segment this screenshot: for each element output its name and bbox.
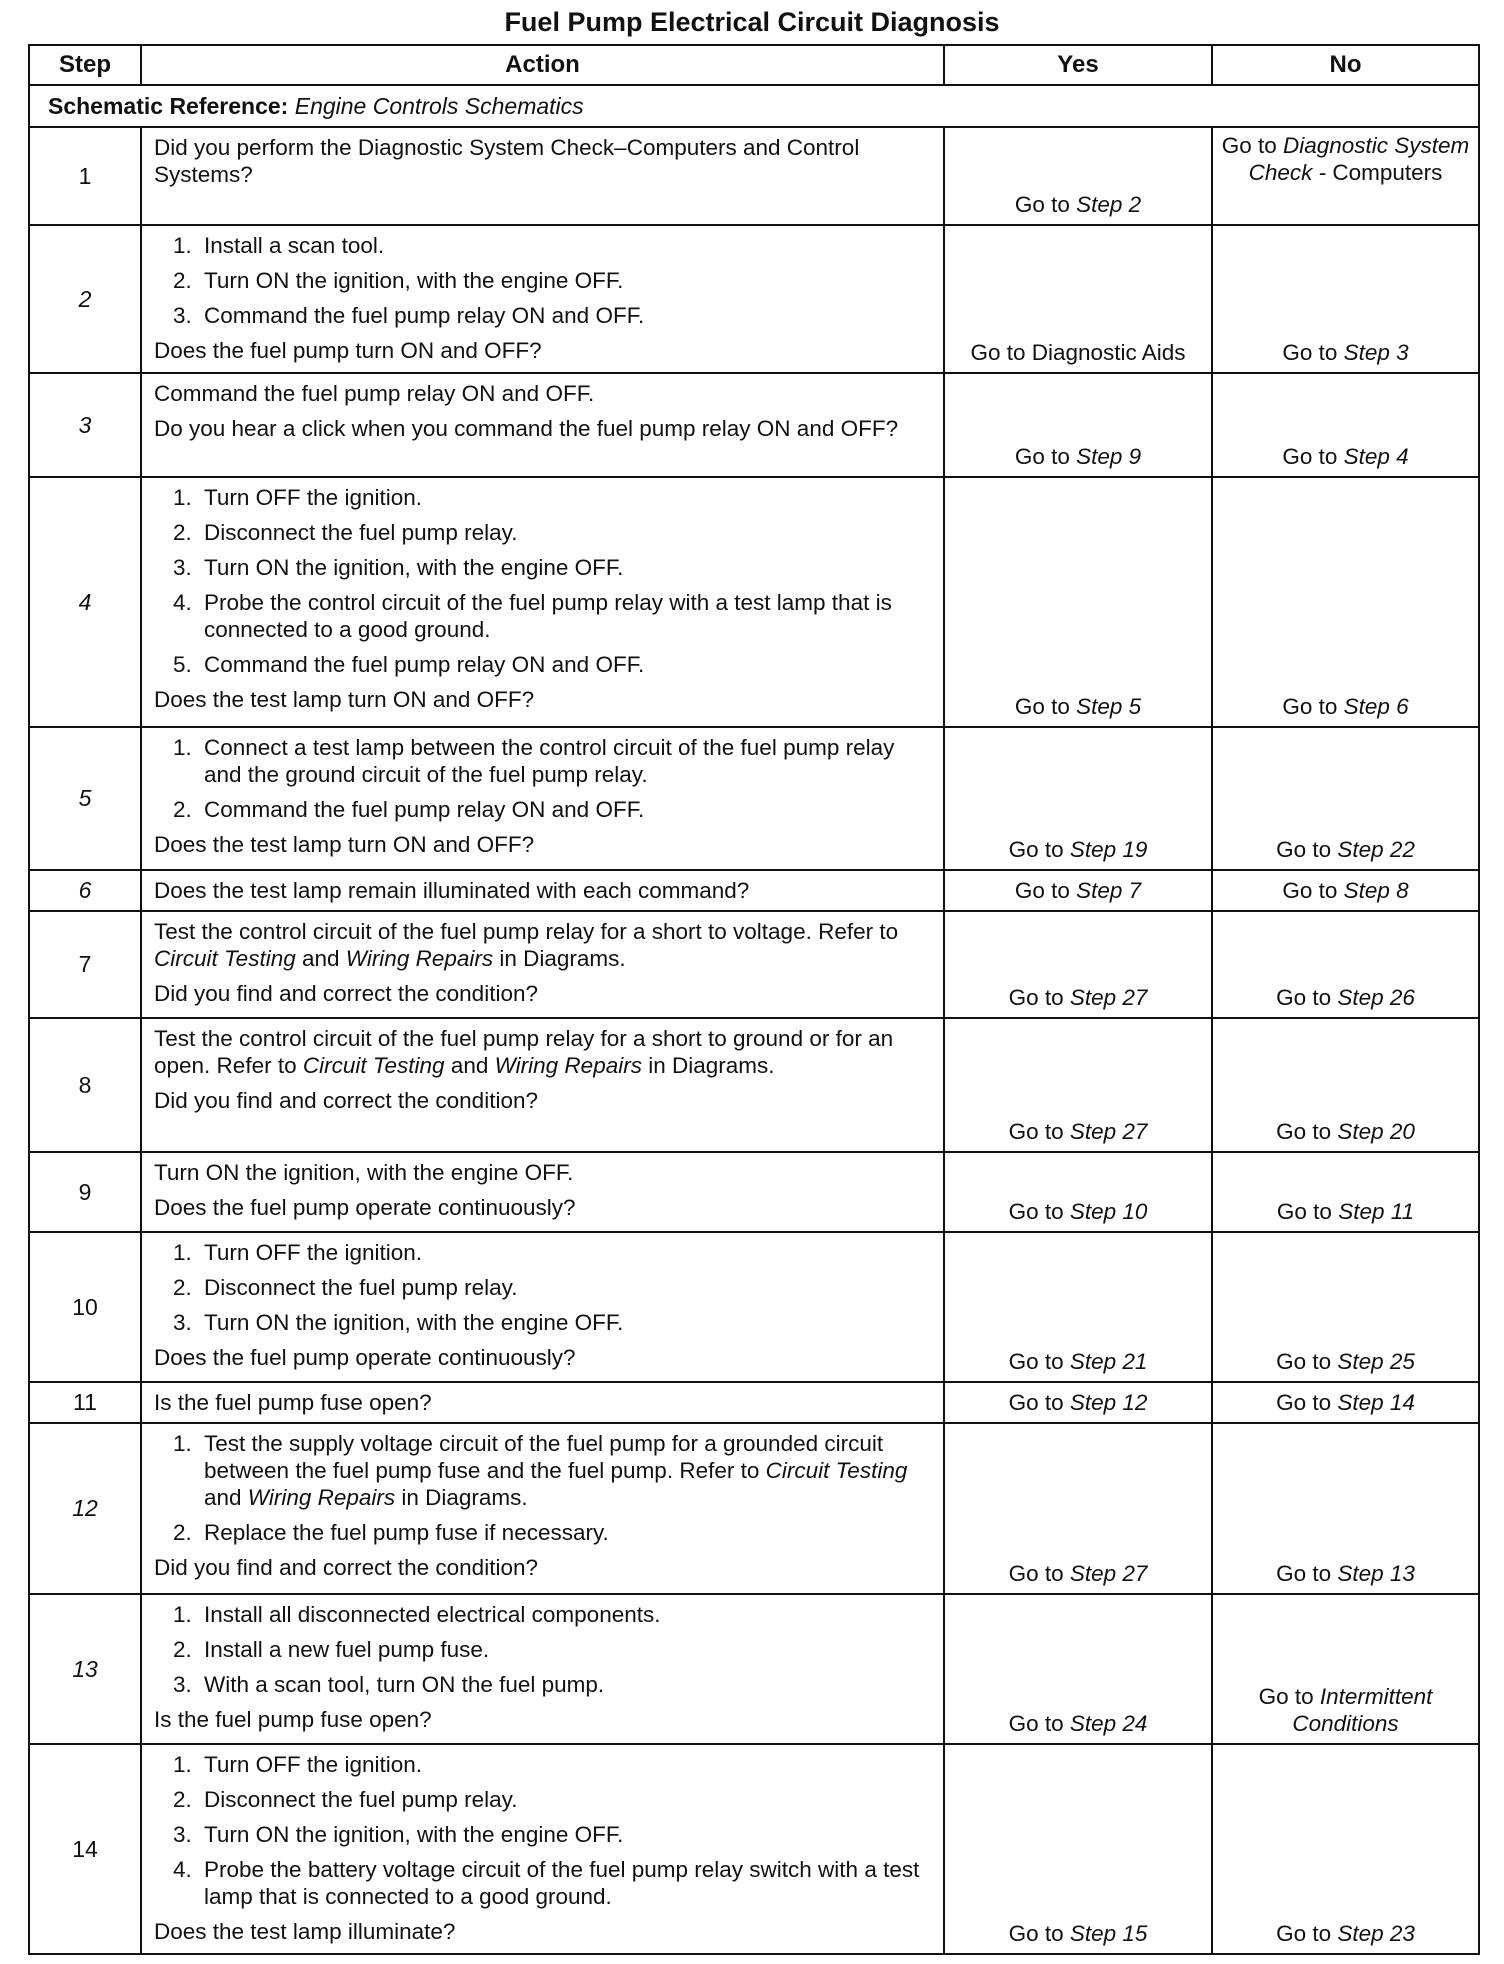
text-run: Is the fuel pump fuse open? [154, 1707, 432, 1732]
action-steps [154, 1239, 929, 1336]
schematic-label: Schematic Reference: [48, 93, 289, 119]
step-number: 11 [29, 1382, 141, 1423]
schematic-reference-row [29, 85, 1479, 127]
text-run: Go to [1014, 694, 1077, 719]
header-row [29, 45, 1479, 85]
yes-cell [944, 477, 1212, 727]
action-text [154, 1706, 929, 1733]
text-run: Does the fuel pump operate continuously? [154, 1195, 576, 1220]
action-step: 2. Disconnect the fuel pump relay. [198, 1786, 929, 1813]
italic-ref: Wiring Repairs [345, 946, 494, 971]
text-run: Go to [1014, 192, 1077, 217]
yes-cell [944, 1152, 1212, 1232]
text-run: Go to [1276, 1119, 1338, 1144]
action-text [154, 980, 929, 1007]
italic-ref: Step 24 [1069, 1711, 1148, 1736]
italic-ref: Step 20 [1337, 1119, 1415, 1144]
yes-cell [944, 1018, 1212, 1152]
text-run: Go to [1276, 837, 1338, 862]
italic-ref: Step 10 [1069, 1199, 1148, 1224]
action-text [154, 415, 929, 442]
no-cell [1212, 727, 1479, 870]
action-step: 5. Command the fuel pump relay ON and OFF. [198, 651, 929, 678]
action-steps [154, 1601, 929, 1698]
text-run: and [444, 1053, 495, 1078]
action-step: 4. Probe the battery voltage circuit of the fuel pump relay switch with a test lamp that is connected to a good ground. [198, 1856, 929, 1910]
italic-ref: Diagnostic System Check - [1248, 133, 1470, 185]
action-text [154, 831, 929, 858]
table-row [29, 1382, 1479, 1423]
text-run: Go to [1276, 1349, 1338, 1374]
text-run: Go to [1008, 1119, 1070, 1144]
italic-ref: Step 6 [1343, 694, 1409, 719]
text-run: Go to Diagnostic Aids [970, 340, 1186, 365]
table-row [29, 1423, 1479, 1594]
text-run: in Diagrams. [641, 1053, 775, 1078]
no-cell [1212, 1594, 1479, 1744]
italic-ref: Step 2 [1076, 192, 1142, 217]
action-step: 2. Command the fuel pump relay ON and OFF. [198, 796, 929, 823]
yes-cell [944, 225, 1212, 373]
table-row [29, 1018, 1479, 1152]
action-cell [141, 727, 944, 870]
action-cell [141, 1382, 944, 1423]
step-number: 4 [29, 477, 141, 727]
text-run: Do you hear a click when you command the fuel pump relay ON and OFF? [154, 416, 899, 441]
no-cell [1212, 911, 1479, 1018]
no-cell [1212, 373, 1479, 477]
action-text [154, 1554, 929, 1581]
text-run: Go to [1008, 1921, 1070, 1946]
action-text [154, 380, 929, 407]
text-run: Go to [1014, 444, 1077, 469]
no-cell [1212, 1382, 1479, 1423]
text-run: Go to [1008, 1390, 1070, 1415]
text-run: Did you perform the Diagnostic System Check–Computers and Control Systems? [154, 135, 860, 187]
text-run: Go to [1221, 133, 1283, 158]
text-run: Go to [1008, 1199, 1070, 1224]
action-step: 1. Turn OFF the ignition. [198, 484, 929, 511]
text-run: Does the test lamp turn ON and OFF? [154, 832, 535, 857]
action-text [154, 918, 929, 972]
italic-ref: Step 12 [1069, 1390, 1148, 1415]
action-step: 1. Connect a test lamp between the control circuit of the fuel pump relay and the ground circuit of the fuel pump relay. [198, 734, 929, 788]
action-step [198, 1430, 929, 1511]
step-number: 13 [29, 1594, 141, 1744]
action-step: 2. Install a new fuel pump fuse. [198, 1636, 929, 1663]
table-row [29, 373, 1479, 477]
text-run: Go to [1276, 985, 1338, 1010]
text-run: in Diagrams. [395, 1485, 528, 1510]
italic-ref: Circuit Testing [302, 1053, 445, 1078]
table-row [29, 1744, 1479, 1954]
schematic-value: Engine Controls Schematics [294, 93, 584, 119]
action-text [154, 1159, 929, 1186]
text-run: Does the test lamp remain illuminated with each command? [154, 878, 750, 903]
step-number: 10 [29, 1232, 141, 1382]
text-run: Did you find and correct the condition? [154, 1088, 538, 1113]
text-run: Command the fuel pump relay ON and OFF. [154, 381, 595, 406]
action-step: 2. Disconnect the fuel pump relay. [198, 519, 929, 546]
action-text [154, 877, 929, 904]
text-run: and [295, 946, 346, 971]
action-steps [154, 484, 929, 678]
text-run: Go to [1008, 1711, 1070, 1736]
italic-ref: Step 9 [1076, 444, 1142, 469]
action-cell [141, 477, 944, 727]
yes-cell [944, 1382, 1212, 1423]
text-run: and [204, 1485, 248, 1510]
action-cell [141, 1018, 944, 1152]
action-cell [141, 1232, 944, 1382]
no-cell [1212, 225, 1479, 373]
action-steps [154, 232, 929, 329]
step-number: 6 [29, 870, 141, 911]
text-run: Go to [1282, 340, 1344, 365]
italic-ref: Intermittent Conditions [1292, 1684, 1433, 1736]
yes-cell [944, 1594, 1212, 1744]
italic-ref: Step 27 [1069, 985, 1148, 1010]
action-cell [141, 225, 944, 373]
text-run: Go to [1282, 878, 1344, 903]
yes-cell [944, 1744, 1212, 1954]
action-step: 1. Install all disconnected electrical components. [198, 1601, 929, 1628]
header-action: Action [141, 45, 944, 85]
no-cell [1212, 1018, 1479, 1152]
italic-ref: Step 14 [1337, 1390, 1415, 1415]
italic-ref: Wiring Repairs [494, 1053, 642, 1078]
text-run: Go to [1008, 837, 1070, 862]
action-text [154, 1025, 929, 1079]
text-run: Did you find and correct the condition? [154, 1555, 538, 1580]
action-cell [141, 1594, 944, 1744]
italic-ref: Step 3 [1343, 340, 1409, 365]
yes-cell [944, 373, 1212, 477]
header-step: Step [29, 45, 141, 85]
italic-ref: Step 15 [1069, 1921, 1148, 1946]
step-number: 12 [29, 1423, 141, 1594]
table-row [29, 727, 1479, 870]
table-body [29, 85, 1479, 1954]
text-run: Go to [1008, 1561, 1070, 1586]
action-step: 3. Turn ON the ignition, with the engine OFF. [198, 1821, 929, 1848]
action-cell [141, 911, 944, 1018]
text-run: Test the control circuit of the fuel pump relay for a short to ground or for an open. Refer to [154, 1026, 894, 1078]
italic-ref: Circuit Testing [765, 1458, 908, 1483]
yes-cell [944, 1423, 1212, 1594]
action-cell [141, 373, 944, 477]
text-run: Is the fuel pump fuse open? [154, 1390, 432, 1415]
italic-ref: Step 19 [1069, 837, 1148, 862]
action-steps [154, 734, 929, 823]
yes-cell [944, 727, 1212, 870]
table-row [29, 1152, 1479, 1232]
step-number: 1 [29, 127, 141, 225]
step-number: 14 [29, 1744, 141, 1954]
text-run: Does the fuel pump turn ON and OFF? [154, 338, 542, 363]
italic-ref: Step 23 [1337, 1921, 1415, 1946]
text-run: Go to [1008, 985, 1070, 1010]
action-step: 2. Disconnect the fuel pump relay. [198, 1274, 929, 1301]
action-text [154, 1918, 929, 1945]
text-run: Go to [1276, 1390, 1338, 1415]
italic-ref: Circuit Testing [154, 946, 296, 971]
action-step: 3. Turn ON the ignition, with the engine OFF. [198, 554, 929, 581]
yes-cell [944, 911, 1212, 1018]
no-cell [1212, 1152, 1479, 1232]
text-run: Go to [1276, 1561, 1338, 1586]
italic-ref: Step 22 [1337, 837, 1415, 862]
page-title: Fuel Pump Electrical Circuit Diagnosis [504, 7, 1000, 37]
italic-ref: Step 8 [1343, 878, 1409, 903]
action-cell [141, 870, 944, 911]
text-run: in Diagrams. [493, 946, 626, 971]
action-text [154, 1194, 929, 1221]
text-run: Go to [1282, 694, 1344, 719]
action-step: 2. Turn ON the ignition, with the engine OFF. [198, 267, 929, 294]
yes-cell [944, 127, 1212, 225]
table-row [29, 127, 1479, 225]
text-run: Computers [1326, 160, 1443, 185]
action-steps [154, 1430, 929, 1546]
no-cell [1212, 1423, 1479, 1594]
text-run: Does the test lamp illuminate? [154, 1919, 456, 1944]
schematic-reference [29, 85, 1479, 127]
text-run: Test the control circuit of the fuel pump relay for a short to voltage. Refer to [154, 919, 899, 944]
action-step: 1. Turn OFF the ignition. [198, 1751, 929, 1778]
italic-ref: Step 4 [1343, 444, 1409, 469]
table-row [29, 911, 1479, 1018]
no-cell [1212, 1232, 1479, 1382]
action-step: 3. Turn ON the ignition, with the engine OFF. [198, 1309, 929, 1336]
text-run: Does the test lamp turn ON and OFF? [154, 687, 535, 712]
text-run: Does the fuel pump operate continuously? [154, 1345, 576, 1370]
header-no: No [1212, 45, 1479, 85]
table-row [29, 225, 1479, 373]
italic-ref: Step 21 [1069, 1349, 1148, 1374]
action-step: 2. Replace the fuel pump fuse if necessary. [198, 1519, 929, 1546]
action-steps [154, 1751, 929, 1910]
italic-ref: Step 25 [1337, 1349, 1415, 1374]
action-text [154, 1087, 929, 1114]
text-run: Go to [1282, 444, 1344, 469]
italic-ref: Wiring Repairs [247, 1485, 396, 1510]
step-number: 2 [29, 225, 141, 373]
action-step: 1. Turn OFF the ignition. [198, 1239, 929, 1266]
step-number: 5 [29, 727, 141, 870]
no-cell [1212, 870, 1479, 911]
step-number: 9 [29, 1152, 141, 1232]
action-text [154, 134, 929, 188]
step-number: 3 [29, 373, 141, 477]
text-run: Go to [1008, 1349, 1070, 1374]
italic-ref: Step 13 [1337, 1561, 1415, 1586]
text-run: Test the supply voltage circuit of the fuel pump for a grounded circuit between the fuel pump fuse and the fuel pump. Refer to [204, 1431, 884, 1483]
action-text [154, 1389, 929, 1416]
table-row [29, 870, 1479, 911]
header-yes: Yes [944, 45, 1212, 85]
yes-cell [944, 1232, 1212, 1382]
no-cell [1212, 127, 1479, 225]
action-step: 3. With a scan tool, turn ON the fuel pump. [198, 1671, 929, 1698]
action-cell [141, 1744, 944, 1954]
italic-ref: Step 26 [1337, 985, 1415, 1010]
table-row [29, 1232, 1479, 1382]
action-step: 1. Install a scan tool. [198, 232, 929, 259]
italic-ref: Step 11 [1338, 1199, 1415, 1224]
action-step: 3. Command the fuel pump relay ON and OFF. [198, 302, 929, 329]
action-cell [141, 1152, 944, 1232]
text-run: Go to [1258, 1684, 1320, 1709]
action-cell [141, 1423, 944, 1594]
italic-ref: Step 27 [1069, 1561, 1148, 1586]
step-number: 8 [29, 1018, 141, 1152]
action-cell [141, 127, 944, 225]
text-run: Turn ON the ignition, with the engine OFF. [154, 1160, 574, 1185]
text-run: Go to [1276, 1199, 1339, 1224]
table-row [29, 1594, 1479, 1744]
text-run: Go to [1014, 878, 1077, 903]
text-run: Go to [1276, 1921, 1338, 1946]
diagnosis-table [28, 44, 1480, 1955]
italic-ref: Step 5 [1076, 694, 1142, 719]
action-text [154, 686, 929, 713]
action-text [154, 337, 929, 364]
action-step: 4. Probe the control circuit of the fuel pump relay with a test lamp that is connected to a good ground. [198, 589, 929, 643]
yes-cell [944, 870, 1212, 911]
no-cell [1212, 477, 1479, 727]
text-run: Did you find and correct the condition? [154, 981, 538, 1006]
no-cell [1212, 1744, 1479, 1954]
step-number: 7 [29, 911, 141, 1018]
italic-ref: Step 27 [1069, 1119, 1148, 1144]
action-text [154, 1344, 929, 1371]
italic-ref: Step 7 [1076, 878, 1142, 903]
table-row [29, 477, 1479, 727]
